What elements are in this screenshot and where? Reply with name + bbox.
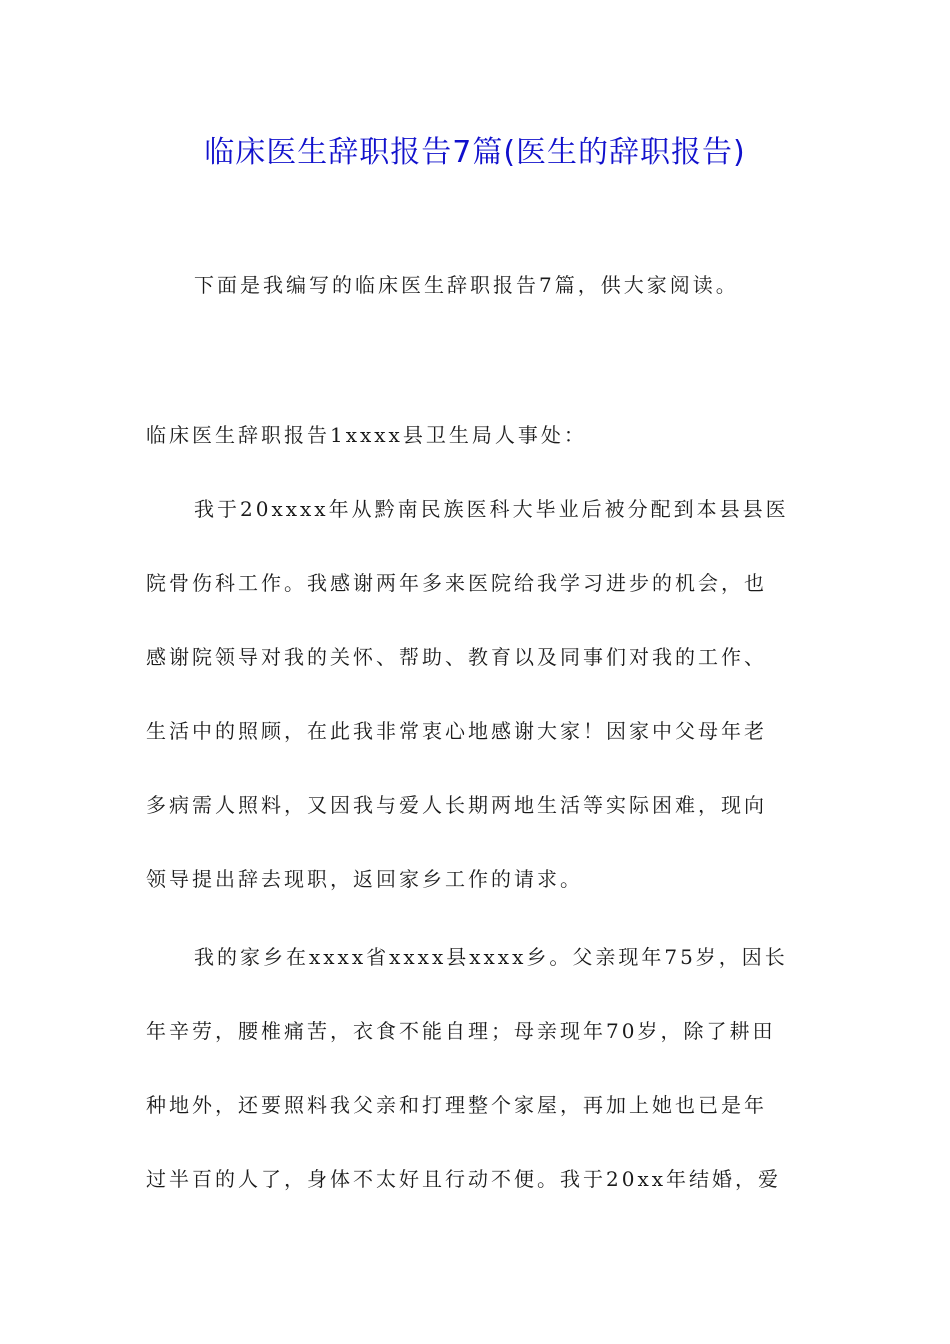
intro-paragraph: 下面是我编写的临床医生辞职报告7篇，供大家阅读。	[194, 273, 739, 297]
body-line: 领导提出辞去现职，返回家乡工作的请求。	[146, 867, 583, 891]
document-title: 临床医生辞职报告7篇(医生的辞职报告)	[204, 135, 746, 170]
body-line: 院骨伤科工作。我感谢两年多来医院给我学习进步的机会，也	[146, 571, 767, 595]
body-line: 生活中的照顾，在此我非常衷心地感谢大家！因家中父母年老	[146, 719, 767, 743]
body-line: 年辛劳，腰椎痛苦，衣食不能自理；母亲现年70岁，除了耕田	[146, 1019, 776, 1043]
section-heading: 临床医生辞职报告1xxxx县卫生局人事处：	[146, 423, 587, 447]
body-line: 种地外，还要照料我父亲和打理整个家屋，再加上她也已是年	[146, 1093, 767, 1117]
body-line: 我于20xxxx年从黔南民族医科大毕业后被分配到本县县医	[194, 497, 789, 521]
body-line: 多病需人照料，又因我与爱人长期两地生活等实际困难，现向	[146, 793, 767, 817]
body-line: 过半百的人了，身体不太好且行动不便。我于20xx年结婚，爱	[146, 1167, 782, 1191]
body-line: 感谢院领导对我的关怀、帮助、教育以及同事们对我的工作、	[146, 645, 767, 669]
body-line: 我的家乡在xxxx省xxxx县xxxx乡。父亲现年75岁，因长	[194, 945, 788, 969]
